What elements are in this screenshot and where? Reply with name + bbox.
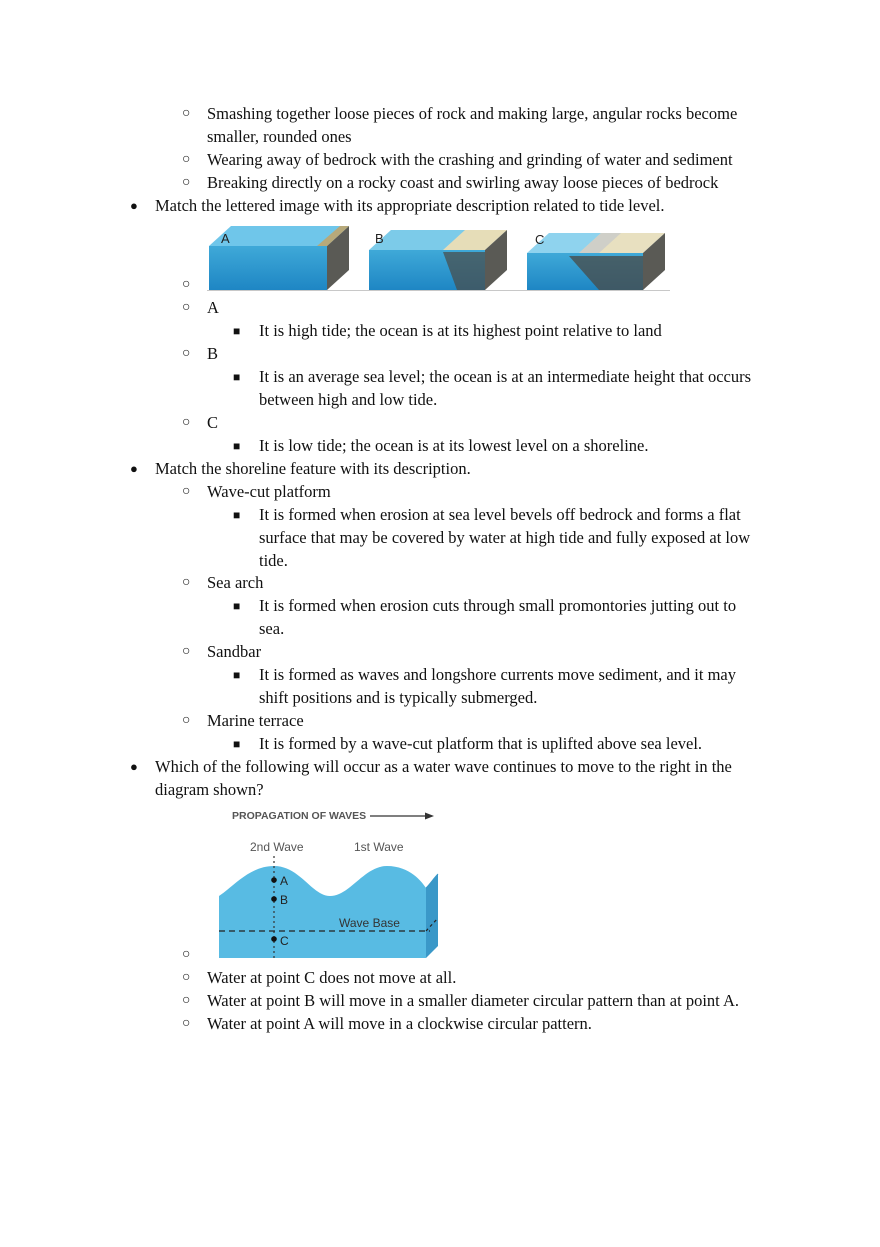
tide-label-a: A bbox=[221, 231, 230, 246]
point-c-label: C bbox=[280, 934, 289, 948]
wave-question-prompt-line-2: diagram shown? bbox=[155, 780, 264, 799]
second-wave-label: 2nd Wave bbox=[250, 840, 304, 854]
tide-item-label-b: B bbox=[207, 344, 219, 363]
bullet-circle: ○ bbox=[182, 713, 191, 728]
sea-arch-desc-line-1: It is formed when erosion cuts through small promontories jutting out to bbox=[259, 596, 737, 615]
tide-item-a-desc: It is high tide; the ocean is at its highest point relative to land bbox=[259, 321, 662, 340]
bullet-circle: ○ bbox=[182, 106, 191, 121]
bullet-dot: ● bbox=[130, 461, 138, 476]
bullet-square: ■ bbox=[233, 737, 241, 751]
tide-block-a bbox=[209, 226, 349, 290]
marine-terrace-desc: It is formed by a wave-cut platform that is uplifted above sea level. bbox=[259, 734, 703, 753]
tide-item-c-desc: It is low tide; the ocean is at its lowest level on a shoreline. bbox=[259, 436, 649, 455]
shoreline-item-sea-arch: Sea arch bbox=[207, 573, 264, 592]
wave-option-2: Water at point B will move in a smaller diameter circular pattern than at point A. bbox=[207, 991, 740, 1010]
tide-item-b-desc-line-2: between high and low tide. bbox=[259, 390, 438, 409]
erosion-option-3: Breaking directly on a rocky coast and swirling away loose pieces of bedrock bbox=[207, 173, 719, 192]
wave-option-1: Water at point C does not move at all. bbox=[207, 968, 457, 987]
sandbar-desc-line-1: It is formed as waves and longshore currents move sediment, and it may bbox=[259, 665, 737, 684]
shoreline-question-prompt: Match the shoreline feature with its description. bbox=[155, 459, 471, 478]
point-b-label: B bbox=[280, 893, 289, 907]
point-b-marker bbox=[271, 896, 277, 902]
shoreline-item-wave-cut-platform: Wave-cut platform bbox=[207, 482, 331, 501]
first-wave-label: 1st Wave bbox=[354, 840, 404, 854]
point-c-marker bbox=[271, 936, 277, 942]
tide-item-label-c: C bbox=[207, 413, 219, 432]
bullet-circle: ○ bbox=[182, 970, 191, 985]
bullet-square: ■ bbox=[233, 508, 241, 522]
tide-item-b-desc-line-1: It is an average sea level; the ocean is at an intermediate height that occurs bbox=[259, 367, 752, 386]
propagation-title: PROPAGATION OF WAVES bbox=[232, 810, 367, 822]
tide-label-b: B bbox=[375, 231, 384, 246]
bullet-circle: ○ bbox=[182, 644, 191, 659]
bullet-circle: ○ bbox=[182, 300, 191, 315]
sandbar-desc-line-2: shift positions and is typically submerged. bbox=[259, 688, 538, 707]
wave-propagation-diagram bbox=[212, 804, 444, 962]
shoreline-item-sandbar: Sandbar bbox=[207, 642, 262, 661]
bullet-square: ■ bbox=[233, 324, 241, 338]
tide-label-c: C bbox=[535, 232, 545, 247]
erosion-option-1-line-1: Smashing together loose pieces of rock and making large, angular rocks become bbox=[207, 104, 738, 123]
tide-block-c bbox=[527, 233, 665, 290]
bullet-square: ■ bbox=[233, 668, 241, 682]
bullet-square: ■ bbox=[233, 599, 241, 613]
bullet-circle: ○ bbox=[182, 175, 191, 190]
wave-cut-platform-desc-line-1: It is formed when erosion at sea level bevels off bedrock and forms a flat bbox=[259, 505, 741, 524]
tide-question-prompt: Match the lettered image with its appropriate description related to tide level. bbox=[155, 196, 665, 215]
bullet-circle: ○ bbox=[182, 152, 191, 167]
erosion-option-2: Wearing away of bedrock with the crashing and grinding of water and sediment bbox=[207, 150, 733, 169]
wave-cut-platform-desc-line-3: tide. bbox=[259, 551, 288, 570]
bullet-square: ■ bbox=[233, 439, 241, 453]
bullet-circle: ○ bbox=[182, 346, 191, 361]
bullet-circle: ○ bbox=[182, 993, 191, 1008]
shoreline-item-marine-terrace: Marine terrace bbox=[207, 711, 304, 730]
erosion-option-1-line-2: smaller, rounded ones bbox=[207, 127, 352, 146]
bullet-circle: ○ bbox=[182, 277, 191, 292]
bullet-circle: ○ bbox=[182, 484, 191, 499]
arrow-right-icon bbox=[425, 813, 434, 820]
bullet-dot: ● bbox=[130, 759, 138, 774]
point-a-marker bbox=[271, 877, 277, 883]
bullet-dot: ● bbox=[130, 198, 138, 213]
bullet-circle: ○ bbox=[182, 575, 191, 590]
tide-level-image bbox=[207, 220, 670, 292]
tide-item-label-a: A bbox=[207, 298, 219, 317]
tide-block-b bbox=[369, 230, 507, 290]
wave-option-3: Water at point A will move in a clockwise circular pattern. bbox=[207, 1014, 592, 1033]
bullet-circle: ○ bbox=[182, 947, 191, 962]
point-a-label: A bbox=[280, 874, 289, 888]
bullet-circle: ○ bbox=[182, 415, 191, 430]
bullet-circle: ○ bbox=[182, 1016, 191, 1031]
sea-arch-desc-line-2: sea. bbox=[259, 619, 285, 638]
wave-cut-platform-desc-line-2: surface that may be covered by water at high tide and fully exposed at low bbox=[259, 528, 751, 547]
bullet-square: ■ bbox=[233, 370, 241, 384]
wave-question-prompt-line-1: Which of the following will occur as a water wave continues to move to the right in the bbox=[155, 757, 732, 776]
wave-base-label: Wave Base bbox=[339, 916, 400, 930]
